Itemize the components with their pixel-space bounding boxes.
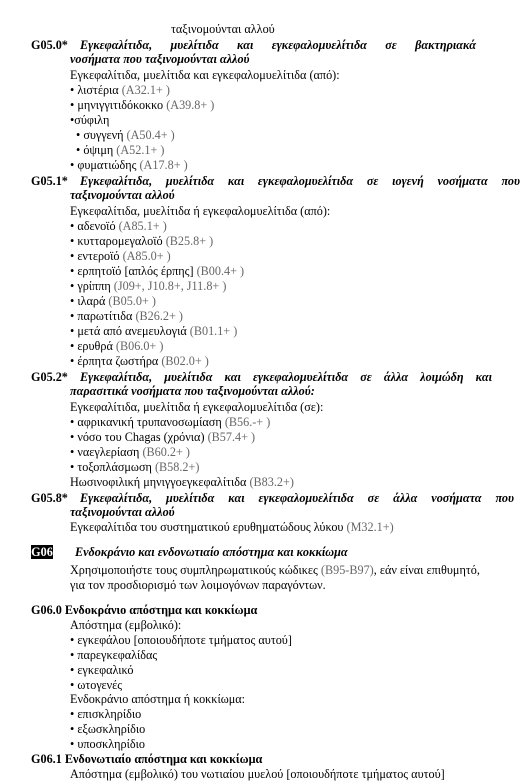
category-code-badge: G06 [31,545,53,559]
g051-intro: Εγκεφαλίτιδα, μυελίτιδα ή εγκεφαλομυελίτιδα (από): [70,204,331,218]
g052-code: G05.2* [31,370,68,384]
g06-note-line2: για τον προσδιορισμό των λοιμογόνων παραγόντων. [70,578,326,592]
g060-intro: Απόστημα (εμβολικό): [70,618,182,632]
continued-line: ταξινομούνται αλλού [171,22,275,36]
list-item: • μετά από ανεμευλογιά (B01.1+ ) [70,324,238,338]
g050-title-line1: Εγκεφαλίτιδα, μυελίτιδα και εγκεφαλομυελίτιδα σε βακτηριακά [80,38,476,52]
list-item: • εξωσκληρίδιο [70,722,146,736]
list-item: • υποσκληρίδιο [70,737,145,751]
g050-code: G05.0* [31,38,68,52]
list-item: • αδενοϊό (A85.1+ ) [70,219,167,233]
list-item: • εγκεφαλικό [70,663,134,677]
g050-intro: Εγκεφαλίτιδα, μυελίτιδα και εγκεφαλομυελίτιδα (από): [70,68,340,82]
list-item: • κυτταρομεγαλοϊό (B25.8+ ) [70,234,214,248]
list-item: •σύφιλη [70,113,110,127]
list-item: • παρωτίτιδα (B26.2+ ) [70,309,183,323]
g060-heading: G06.0 Ενδοκράνιο απόστημα και κοκκίωμα [31,603,258,617]
g052-intro: Εγκεφαλίτιδα, μυελίτιδα ή εγκεφαλομυελίτιδα (σε): [70,400,324,414]
g058-title-line2: ταξινομούνται αλλού [70,505,175,519]
list-item: • ωτογενές [70,678,123,692]
g051-title-line1: Εγκεφαλίτιδα, μυελίτιδα και εγκεφαλομυελίτιδα σε ιογενή νοσήματα που [80,174,520,188]
g052-title-line1: Εγκεφαλίτιδα, μυελίτιδα και εγκεφαλομυελίτιδα σε άλλα λοιμώδη και [80,370,492,384]
list-item: • όψιμη (A52.1+ ) [76,143,165,157]
list-item: • επισκληρίδιο [70,707,142,721]
g06-note-line1: Χρησιμοποιήστε τους συμπληρωματικούς κώδικες (B95-B97), εάν είναι επιθυμητό, [70,563,480,577]
list-item: • παρεγκεφαλίδας [70,648,158,662]
list-item: • μηνιγγιτιδόκοκκο (A39.8+ ) [70,98,215,112]
list-item: • φυματιώδης (A17.8+ ) [70,158,188,172]
g06-title: Ενδοκράνιο και ενδονωτιαίο απόστημα και κοκκίωμα [75,545,348,559]
g058-title-line1: Εγκεφαλίτιδα, μυελίτιδα και εγκεφαλομυελίτιδα σε άλλα νοσήματα που [80,491,514,505]
list-item: • αφρικανική τρυπανοσωμίαση (B56.-+ ) [70,415,271,429]
list-item: • εγκεφάλου [οποιουδήποτε τμήματος αυτού] [70,633,292,647]
g061-heading: G06.1 Ενδονωτιαίο απόστημα και κοκκίωμα [31,752,263,766]
g061-description: Απόστημα (εμβολικό) του νωτιαίου μυελού [οποιουδήποτε τμήματος αυτού] [70,767,445,781]
list-item: • ιλαρά (B05.0+ ) [70,294,156,308]
g052-extra: Ηωσινοφιλική μηνιγγοεγκεφαλίτιδα (B83.2+) [70,475,294,489]
g051-title-line2: ταξινομούνται αλλού [70,188,175,202]
g058-description: Εγκεφαλίτιδα του συστηματικού ερυθηματώδους λύκου (M32.1+) [70,520,394,534]
list-item: • ερυθρά (B06.0+ ) [70,339,164,353]
list-item: • έρπητα ζωστήρα (B02.0+ ) [70,354,209,368]
list-item: • συγγενή (A50.4+ ) [76,128,175,142]
g050-title-line2: νοσήματα που ταξινομούνται αλλού [70,52,250,66]
list-item: • λιστέρια (A32.1+ ) [70,83,170,97]
list-item: • γρίππη (J09+, J10.8+, J11.8+ ) [70,279,227,293]
list-item: • τοξοπλάσμωση (B58.2+) [70,460,200,474]
g052-title-line2: παρασιτικά νοσήματα που ταξινομούνται αλλού: [70,384,315,398]
g058-code: G05.8* [31,491,68,505]
list-item: • νόσο του Chagas (χρόνια) (B57.4+ ) [70,430,256,444]
g051-code: G05.1* [31,174,68,188]
g060-intro2: Ενδοκράνιο απόστημα ή κοκκίωμα: [70,692,246,706]
list-item: • εντεροϊό (A85.0+ ) [70,249,171,263]
list-item: • ναεγλερίαση (B60.2+ ) [70,445,190,459]
list-item: • ερπητοϊό [απλός έρπης] (B00.4+ ) [70,264,245,278]
